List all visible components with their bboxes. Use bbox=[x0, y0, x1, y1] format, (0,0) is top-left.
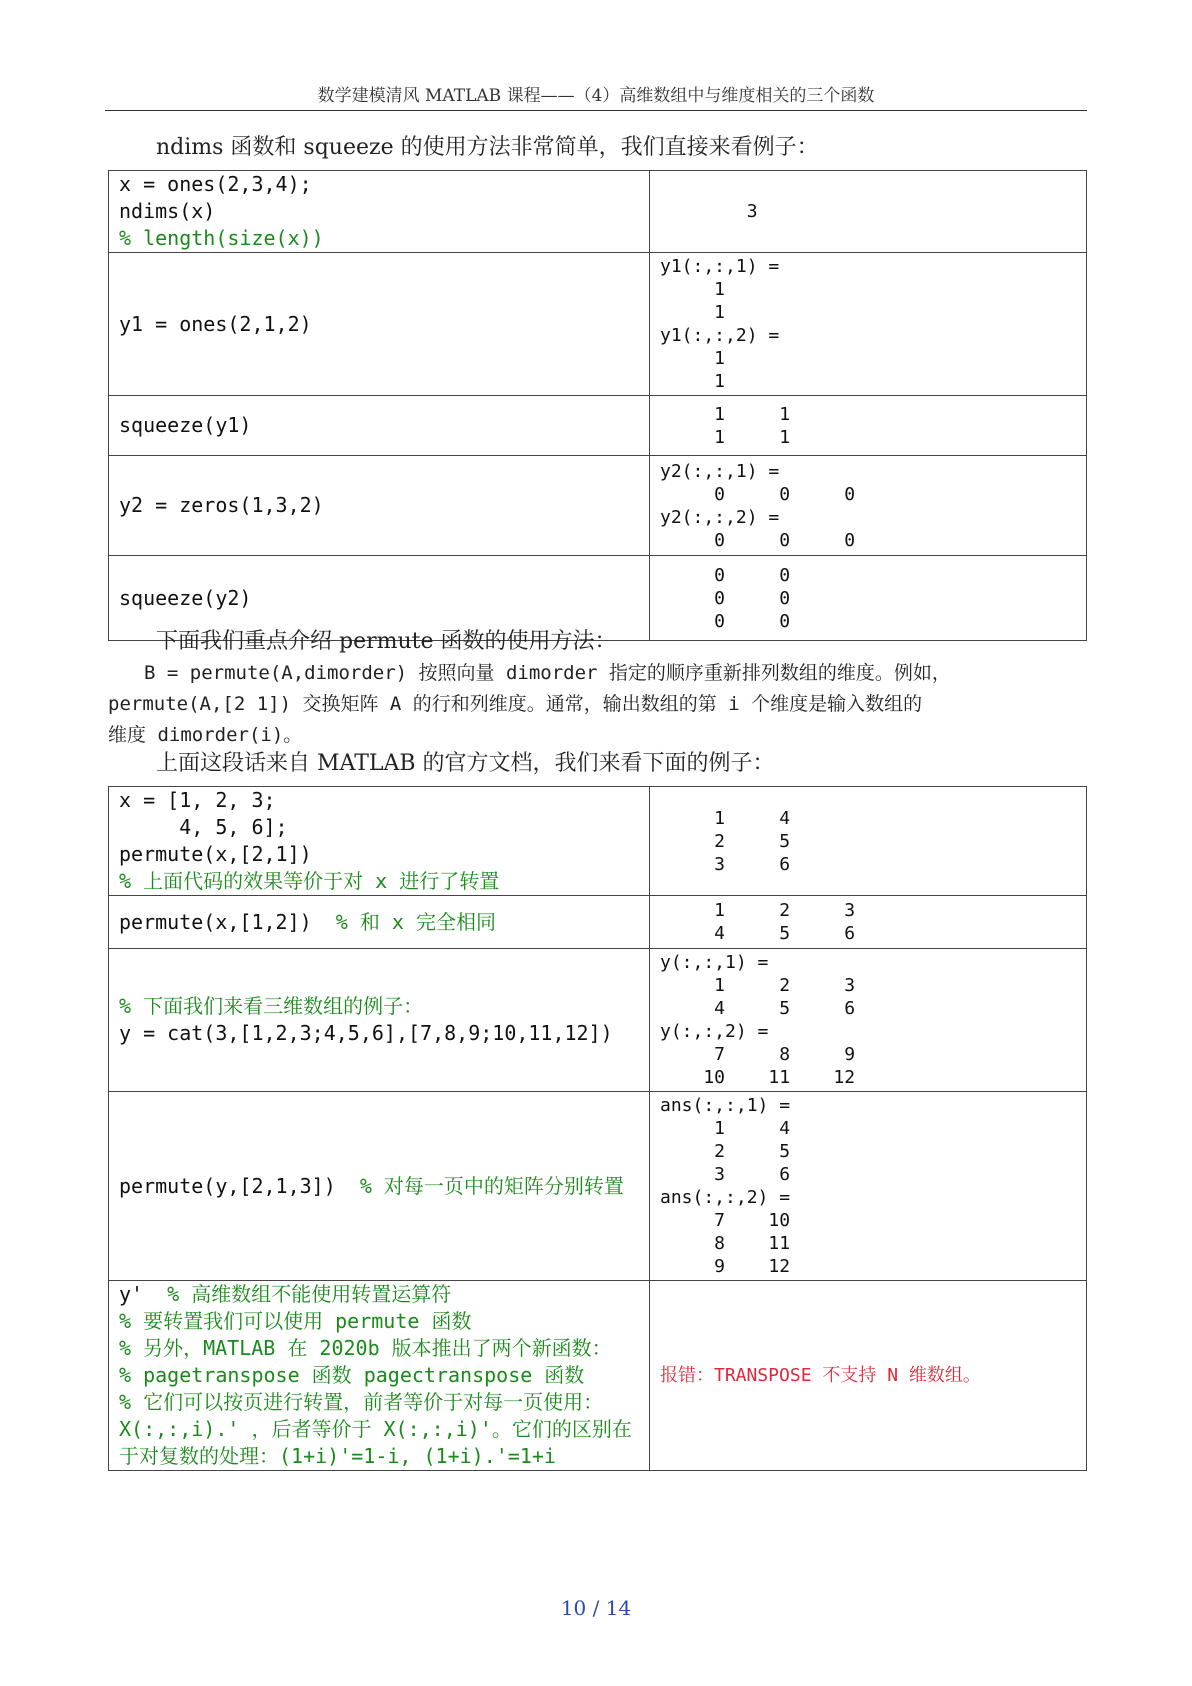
code-cell bbox=[109, 171, 650, 253]
table-row bbox=[109, 896, 1087, 949]
output-line: 3 bbox=[660, 201, 758, 222]
code-cell bbox=[109, 949, 650, 1092]
code-comment-line: % 要转置我们可以使用 permute 函数 bbox=[119, 1309, 472, 1333]
code-line: y1 = ones(2,1,2) bbox=[119, 311, 312, 336]
code-line: ndims(x) bbox=[119, 199, 216, 223]
table-row bbox=[109, 1281, 1087, 1471]
code-line: y2 = zeros(1,3,2) bbox=[119, 493, 324, 517]
code-comment-line: % 它们可以按页进行转置，前者等价于对每一页使用： bbox=[119, 1390, 604, 1414]
code-comment-line: % pagetranspose 函数 pagectranspose 函数 bbox=[119, 1363, 585, 1387]
output-cell bbox=[650, 949, 1087, 1092]
output-line: 1 2 3 bbox=[660, 900, 856, 921]
code-line: y' % 高维数组不能使用转置运算符 bbox=[119, 1282, 452, 1306]
code-table-2 bbox=[108, 786, 1087, 1471]
code-line: y = cat(3,[1,2,3;4,5,6],[7,8,9;10,11,12]) bbox=[119, 1021, 613, 1045]
output-line: 8 11 bbox=[660, 1233, 791, 1254]
table-row bbox=[109, 171, 1087, 253]
code-cell bbox=[109, 253, 650, 396]
output-line: y1(:,:,2) = bbox=[660, 325, 780, 346]
code-comment-line: % 上面代码的效果等价于对 x 进行了转置 bbox=[119, 869, 500, 893]
output-line: y(:,:,1) = bbox=[660, 952, 769, 973]
code-comment: % 对每一页中的矩阵分别转置 bbox=[335, 1173, 624, 1198]
code-line: 4, 5, 6]; bbox=[119, 815, 288, 839]
output-cell bbox=[650, 396, 1087, 456]
output-line: 0 0 bbox=[660, 587, 791, 609]
code-comment-line: % length(size(x)) bbox=[119, 226, 324, 250]
output-line: 4 5 6 bbox=[660, 923, 856, 944]
code-comment: % 高维数组不能使用转置运算符 bbox=[143, 1282, 452, 1306]
page-number: 10 / 14 bbox=[560, 1596, 632, 1620]
code-line: squeeze(y2) bbox=[119, 585, 252, 610]
table-row bbox=[109, 949, 1087, 1092]
table-row bbox=[109, 1092, 1087, 1281]
source-note: 上面这段话来自 MATLAB 的官方文档，我们来看下面的例子： bbox=[156, 751, 775, 776]
output-line: 7 8 9 bbox=[660, 1044, 856, 1065]
output-line: 1 4 bbox=[660, 807, 791, 829]
permute-desc-line-3: 维度 dimorder(i)。 bbox=[108, 724, 303, 746]
code-cell bbox=[109, 396, 650, 456]
output-line: 1 bbox=[660, 302, 726, 323]
output-line: 0 0 0 bbox=[660, 483, 856, 505]
output-line: y1(:,:,1) = bbox=[660, 256, 780, 277]
output-line: 1 1 bbox=[660, 403, 791, 425]
code-cell bbox=[109, 896, 650, 949]
output-line: ans(:,:,2) = bbox=[660, 1187, 791, 1208]
table-row bbox=[109, 787, 1087, 896]
permute-desc-line-2: permute(A,[2 1]) 交换矩阵 A 的行和列维度。通常，输出数组的第 i 个维度是输入数组的 bbox=[108, 693, 923, 715]
output-line: 7 10 bbox=[660, 1210, 791, 1231]
output-line: 4 5 6 bbox=[660, 998, 856, 1019]
code-cell bbox=[109, 1092, 650, 1281]
output-line: 10 11 12 bbox=[660, 1067, 856, 1088]
code-line: x = ones(2,3,4); bbox=[119, 172, 312, 196]
output-line: 0 0 0 bbox=[660, 529, 856, 551]
output-line: 0 0 bbox=[660, 564, 791, 586]
output-cell bbox=[650, 1281, 1087, 1471]
output-line: 1 bbox=[660, 348, 726, 369]
code-comment-line: % 另外，MATLAB 在 2020b 版本推出了两个新函数： bbox=[119, 1336, 612, 1360]
code-line: squeeze(y1) bbox=[119, 413, 252, 437]
output-line: 1 bbox=[660, 371, 726, 392]
code-comment-line: X(:,:,i).' ，后者等价于 X(:,:,i)'。它们的区别在 bbox=[119, 1417, 632, 1441]
output-cell bbox=[650, 1092, 1087, 1281]
output-cell bbox=[650, 787, 1087, 896]
code-table-1 bbox=[108, 170, 1087, 641]
code-cell bbox=[109, 456, 650, 556]
output-line: y2(:,:,1) = bbox=[660, 460, 780, 482]
intro-paragraph: ndims 函数和 squeeze 的使用方法非常简单，我们直接来看例子： bbox=[156, 135, 819, 160]
output-line: y(:,:,2) = bbox=[660, 1021, 769, 1042]
table-row bbox=[109, 456, 1087, 556]
output-line: 1 2 3 bbox=[660, 975, 856, 996]
code-cell bbox=[109, 787, 650, 896]
code-comment-line: 于对复数的处理：(1+i)'=1-i, (1+i).'=1+i bbox=[119, 1444, 556, 1468]
output-cell bbox=[650, 253, 1087, 396]
code-comment: % 和 x 完全相同 bbox=[311, 909, 496, 934]
output-cell bbox=[650, 171, 1087, 253]
permute-intro: 下面我们重点介绍 permute 函数的使用方法： bbox=[156, 629, 617, 654]
output-line: y2(:,:,2) = bbox=[660, 506, 780, 528]
output-line: 2 5 bbox=[660, 1141, 791, 1162]
output-line: 1 4 bbox=[660, 1118, 791, 1139]
output-line: 3 6 bbox=[660, 853, 791, 875]
error-message: 报错：TRANSPOSE 不支持 N 维数组。 bbox=[660, 1365, 981, 1386]
code-line: permute(y,[2,1,3]) % 对每一页中的矩阵分别转置 bbox=[119, 1173, 624, 1198]
output-line: ans(:,:,1) = bbox=[660, 1095, 791, 1116]
output-cell bbox=[650, 456, 1087, 556]
table-row bbox=[109, 253, 1087, 396]
output-line: 1 1 bbox=[660, 426, 791, 448]
code-line: permute(x,[2,1]) bbox=[119, 842, 312, 866]
code-comment-line: % 下面我们来看三维数组的例子： bbox=[119, 994, 424, 1018]
output-line: 0 0 bbox=[660, 610, 791, 632]
output-cell bbox=[650, 896, 1087, 949]
output-line: 1 bbox=[660, 279, 726, 300]
code-cell bbox=[109, 1281, 650, 1471]
table-row bbox=[109, 396, 1087, 456]
output-line: 2 5 bbox=[660, 830, 791, 852]
code-line: x = [1, 2, 3; bbox=[119, 788, 276, 812]
code-line: permute(x,[1,2]) % 和 x 完全相同 bbox=[119, 909, 496, 934]
page-header: 数学建模清风 MATLAB 课程——（4）高维数组中与维度相关的三个函数 bbox=[105, 82, 1087, 111]
output-line: 9 12 bbox=[660, 1256, 791, 1277]
output-line: 3 6 bbox=[660, 1164, 791, 1185]
permute-desc-line-1: B = permute(A,dimorder) 按照向量 dimorder 指定的顺序重新排列数组的维度。例如， bbox=[144, 662, 951, 684]
